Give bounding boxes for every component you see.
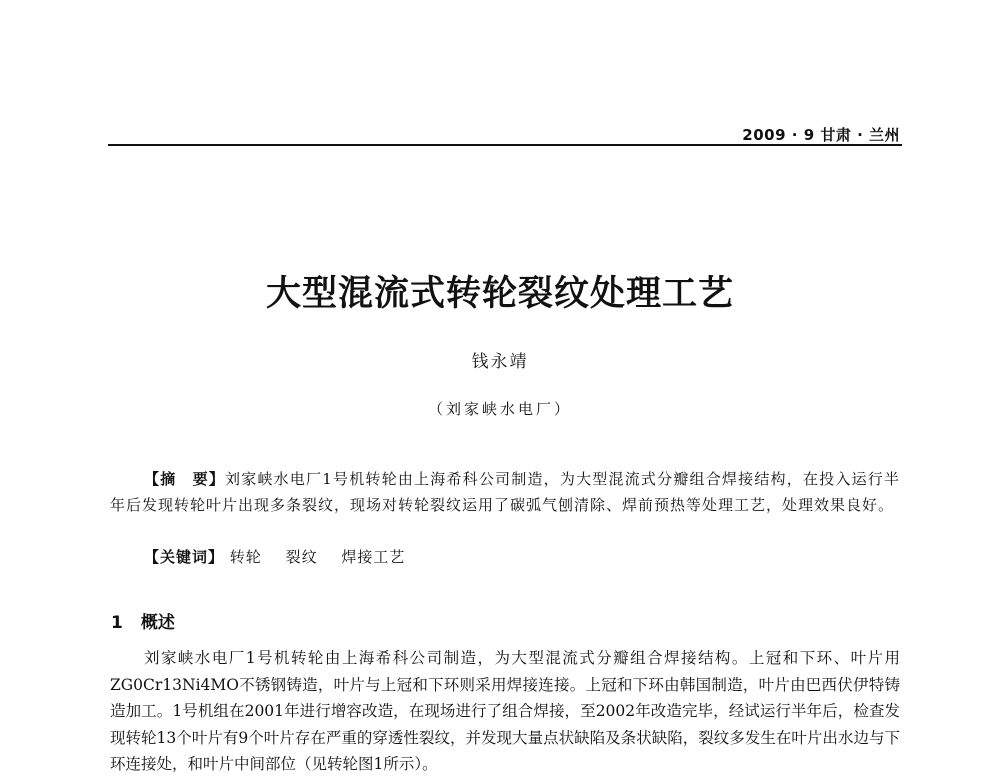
abstract	[110, 466, 900, 518]
keyword-item: 焊接工艺	[341, 548, 406, 566]
abstract-text: 刘家峡水电厂1号机转轮由上海希科公司制造，为大型混流式分瓣组合焊接结构，在投入运行半年后发现转轮叶片出现多条裂纹，现场对转轮裂纹运用了碳弧气刨清除、焊前预热等处理工艺，处理效果良好。	[110, 470, 900, 514]
abstract-label: 【摘 要】	[144, 470, 226, 488]
keywords	[144, 546, 900, 568]
author-affiliation: （刘家峡水电厂）	[427, 400, 572, 418]
running-header: 2009 · 9 甘肃 · 兰州	[742, 126, 900, 144]
section-number: 1	[111, 613, 123, 633]
header-rule	[108, 144, 902, 146]
section-title: 概述	[140, 613, 175, 633]
keywords-label: 【关键词】	[144, 548, 225, 566]
author-name: 钱永靖	[471, 352, 529, 372]
paper-title: 大型混流式转轮裂纹处理工艺	[265, 273, 734, 314]
keyword-item: 转轮	[229, 548, 262, 566]
section-body-paragraph: 刘家峡水电厂1号机转轮由上海希科公司制造，为大型混流式分瓣组合焊接结构。上冠和下环、叶片用ZG0Cr13Ni4MO不锈钢铸造，叶片与上冠和下环则采用焊接连接。上冠和下环由韩国制造，叶片由巴西伏伊特铸造加工。1号机组在2001年进行增容改造，在现场进行了组合焊接，至2002年改造完毕，经试运行半年后，检查发现转轮13个叶片有9个叶片存在严重的穿透性裂纹，并发现大量点状缺陷及条状缺陷，裂纹多发生在叶片出水边与下环连接处，和叶片中间部位（见转轮图1所示）。	[110, 649, 900, 773]
keyword-item: 裂纹	[285, 548, 318, 566]
section-heading	[111, 608, 175, 633]
